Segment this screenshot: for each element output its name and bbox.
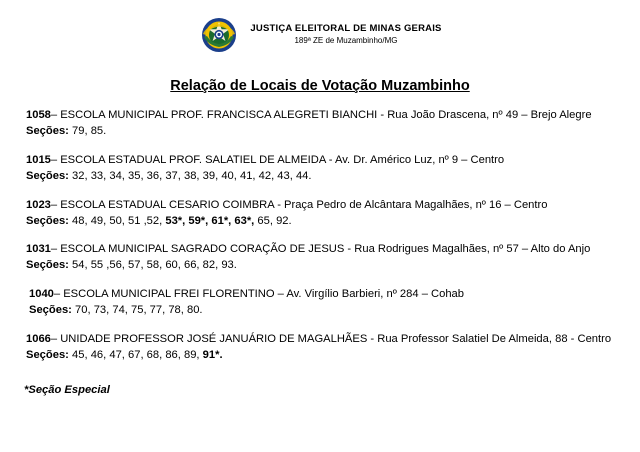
footnote: *Seção Especial (24, 383, 110, 396)
polling-place-code: 1058 (26, 109, 51, 121)
secoes-values-tail: 65, 92. (254, 214, 292, 227)
list-item (26, 198, 616, 230)
secoes-line (26, 169, 616, 185)
polling-place-line (26, 153, 616, 169)
secoes-values: 79, 85. (68, 124, 107, 137)
secoes-line (26, 124, 616, 140)
polling-place-name: – ESCOLA ESTADUAL CESARIO COIMBRA - Praça Pedro de Alcântara Magalhães, nº 16 – Centro (50, 198, 548, 211)
secoes-special-values: 91*. (202, 348, 223, 361)
polling-place-name: – ESCOLA MUNICIPAL SAGRADO CORAÇÃO DE JESUS - Rua Rodrigues Magalhães, nº 57 – Alto do Anjo (50, 243, 591, 256)
polling-place-code: 1040 (29, 288, 54, 301)
polling-place-line (26, 108, 616, 124)
polling-place-line (26, 242, 616, 258)
polling-place-code: 1031 (26, 243, 51, 256)
list-item (26, 242, 616, 274)
polling-place-name: – ESCOLA MUNICIPAL FREI FLORENTINO – Av. Virgílio Barbieri, nº 284 – Cohab (53, 288, 464, 301)
list-item (26, 153, 616, 185)
list-item (26, 287, 616, 319)
polling-places-list (24, 108, 616, 364)
secoes-label: Seções: (26, 124, 69, 137)
organization-title: JUSTIÇA ELEITORAL DE MINAS GERAIS (250, 23, 442, 35)
document-header (24, 0, 616, 58)
secoes-values: 54, 55 ,56, 57, 58, 60, 66, 82, 93. (68, 259, 237, 272)
polling-place-name: – ESCOLA MUNICIPAL PROF. FRANCISCA ALEGRETI BIANCHI - Rua João Drascena, nº 49 – Brejo Alegre (50, 109, 592, 121)
secoes-label: Seções: (26, 169, 69, 182)
polling-place-code: 1066 (26, 333, 51, 346)
secoes-values: 70, 73, 74, 75, 77, 78, 80. (71, 304, 203, 317)
brazil-coat-of-arms-icon (198, 14, 240, 56)
secoes-values: 48, 49, 50, 51 ,52, (68, 214, 166, 227)
secoes-label: Seções: (26, 259, 69, 272)
secoes-line (26, 214, 616, 230)
polling-place-line (26, 198, 616, 214)
polling-place-line (29, 287, 616, 303)
secoes-values: 32, 33, 34, 35, 36, 37, 38, 39, 40, 41, 42, 43, 44. (68, 169, 312, 182)
polling-place-code: 1023 (26, 198, 51, 211)
page-title: Relação de Locais de Votação Muzambinho (170, 78, 470, 94)
secoes-special-values: 53*, 59*, 61*, 63*, (165, 214, 255, 227)
polling-place-name: – ESCOLA ESTADUAL PROF. SALATIEL DE ALMEIDA - Av. Dr. Américo Luz, nº 9 – Centro (50, 153, 505, 166)
secoes-line (26, 348, 616, 364)
secoes-values: 45, 46, 47, 67, 68, 86, 89, (68, 348, 203, 361)
secoes-line (29, 303, 616, 319)
polling-place-line (26, 332, 616, 348)
zone-subtitle: 189ª ZE de Muzambinho/MG (294, 36, 398, 46)
secoes-line (26, 258, 616, 274)
list-item (26, 108, 616, 140)
polling-place-code: 1015 (26, 153, 51, 166)
header-text-block (250, 24, 441, 45)
secoes-label: Seções: (26, 348, 69, 361)
polling-place-name: – UNIDADE PROFESSOR JOSÉ JANUÁRIO DE MAGALHÃES - Rua Professor Salatiel De Almeida, 88 - Centro (50, 333, 612, 346)
secoes-label: Seções: (26, 214, 69, 227)
secoes-label: Seções: (29, 304, 72, 317)
list-item (26, 332, 616, 364)
